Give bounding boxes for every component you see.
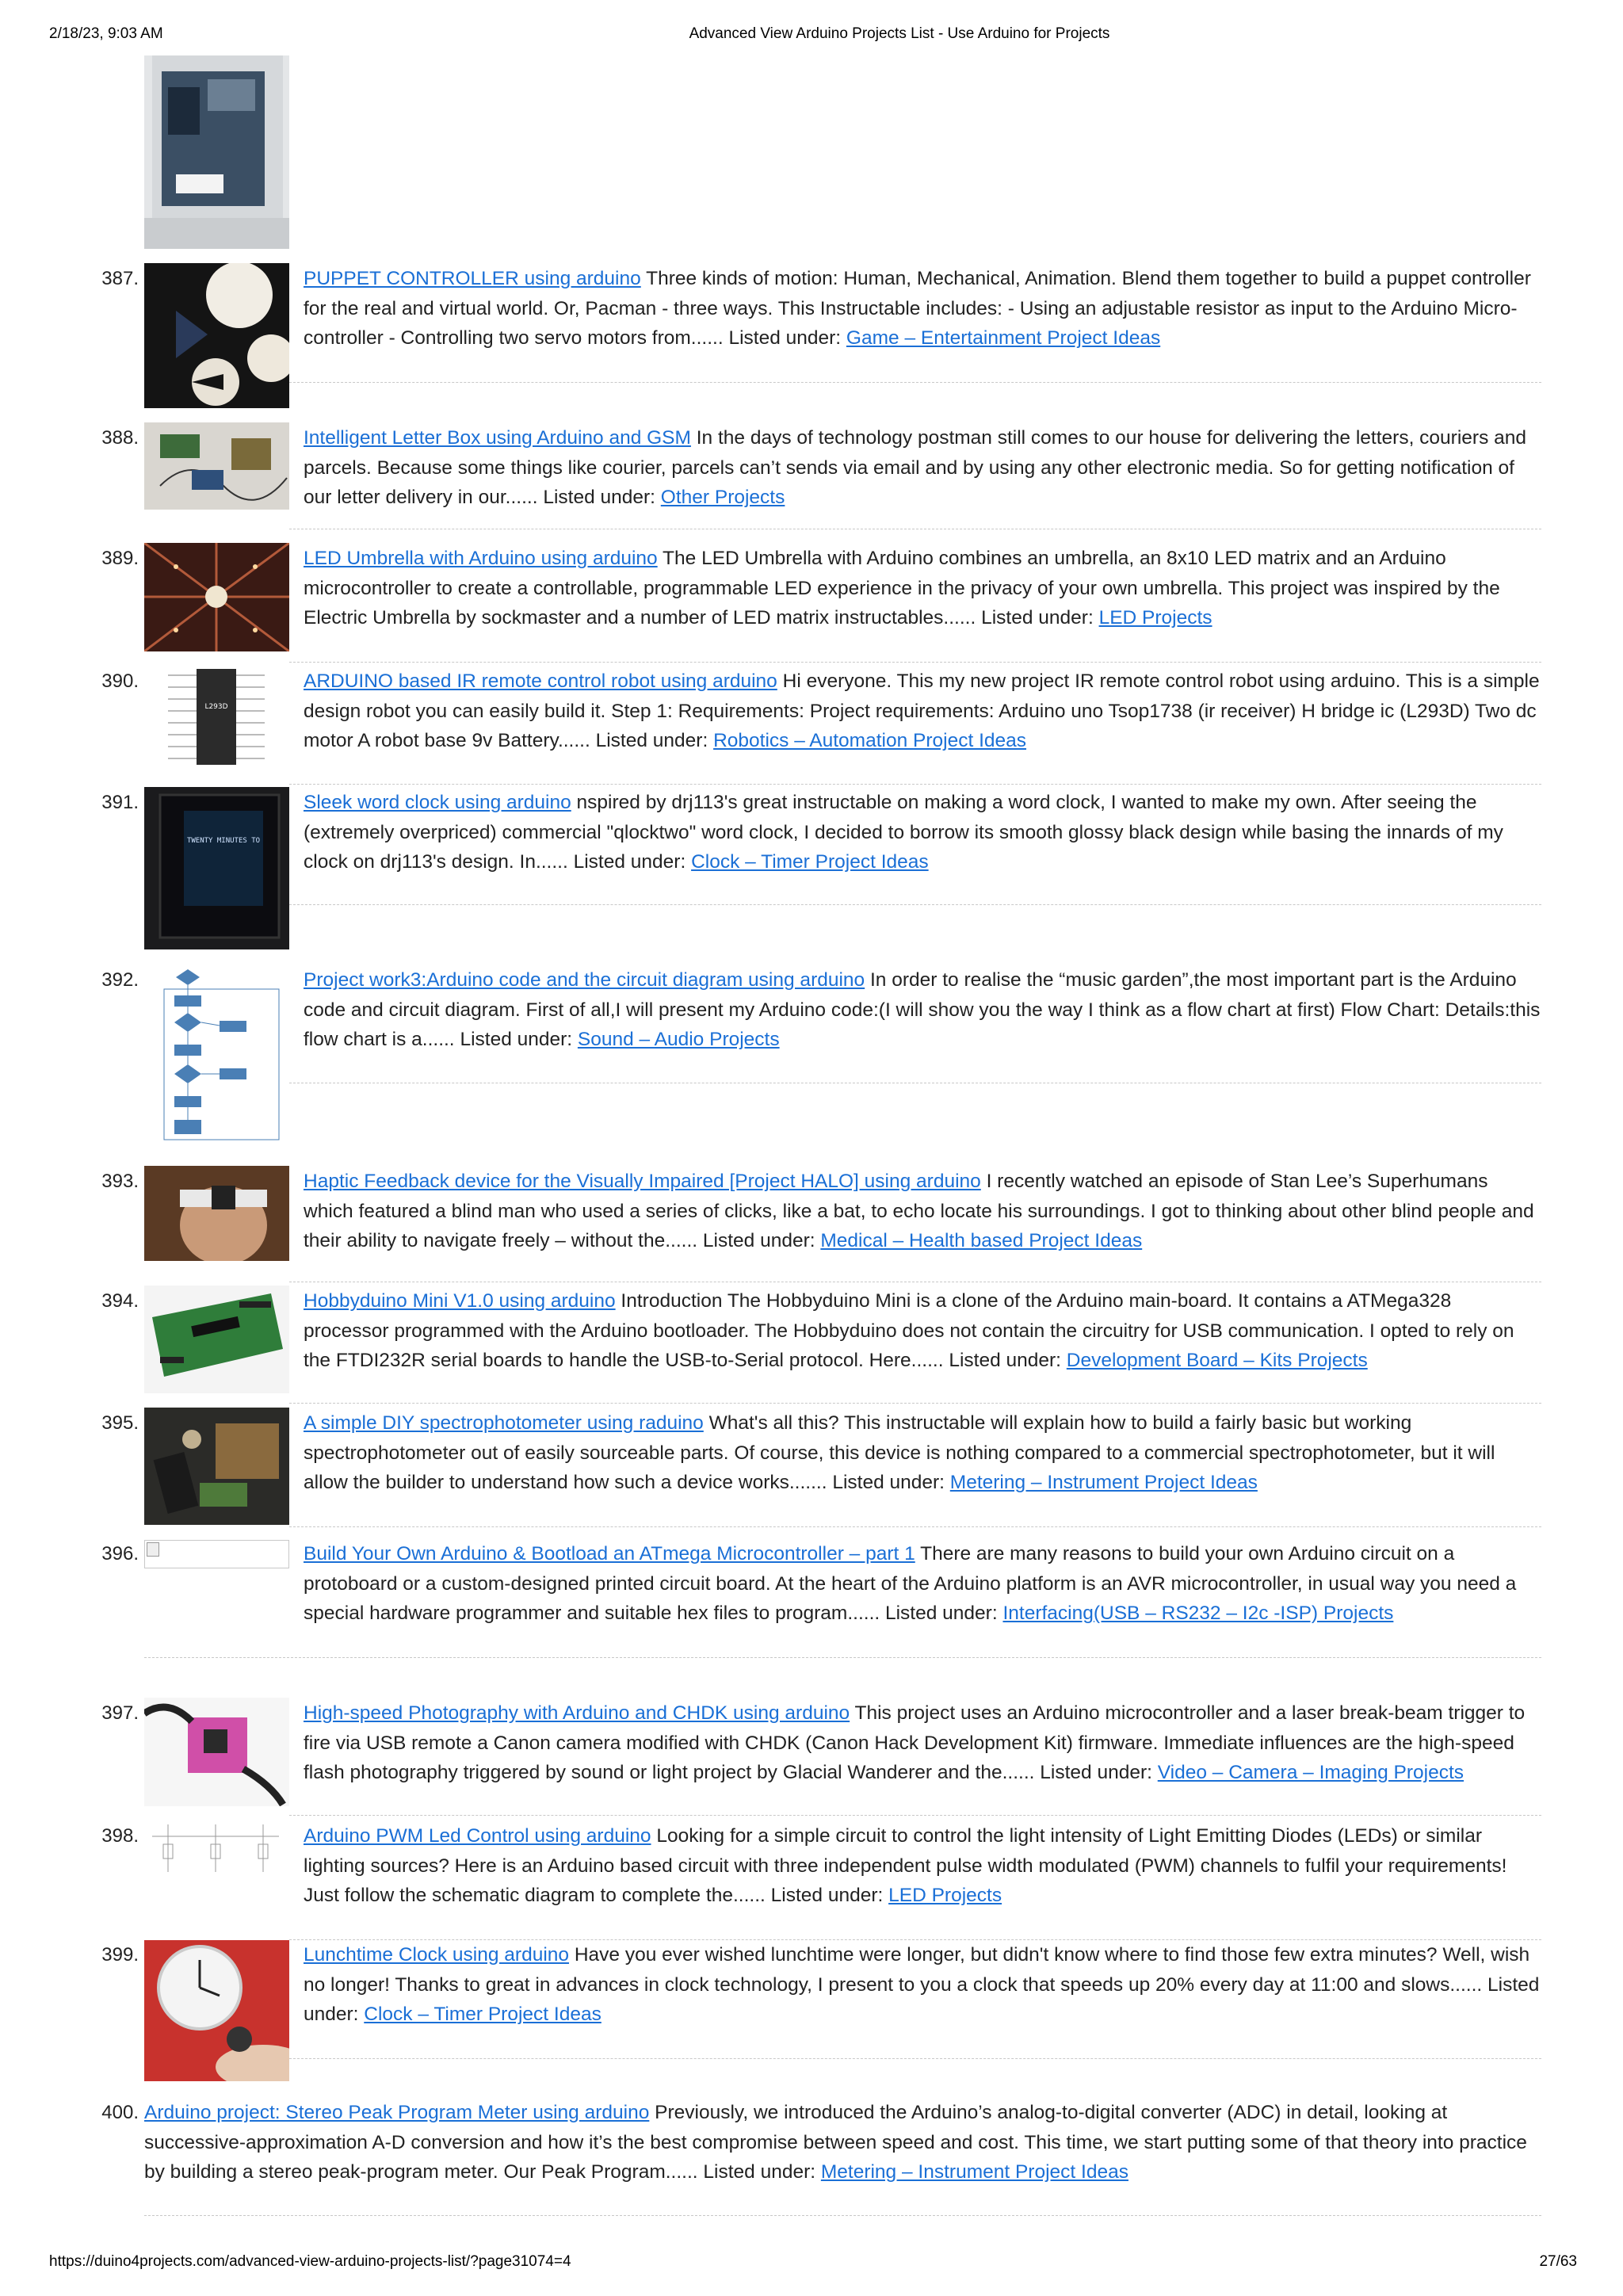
item-thumbnail[interactable] <box>144 1286 289 1393</box>
item-description <box>304 264 1541 353</box>
item-title-link[interactable]: PUPPET CONTROLLER using arduino <box>304 268 641 289</box>
item-title-link[interactable]: Build Your Own Arduino & Bootload an ATmega Microcontroller – part 1 <box>304 1543 915 1564</box>
category-link[interactable]: Metering – Instrument Project Ideas <box>949 1472 1258 1493</box>
item-separator <box>289 1403 1541 1404</box>
item-title-link[interactable]: Hobbyduino Mini V1.0 using arduino <box>304 1290 616 1312</box>
category-link[interactable]: Metering – Instrument Project Ideas <box>820 2161 1128 2183</box>
item-description <box>304 1698 1541 1788</box>
item-thumbnail[interactable] <box>144 422 289 510</box>
item-separator <box>289 904 1541 905</box>
item-title-link[interactable]: Arduino PWM Led Control using arduino <box>304 1825 651 1847</box>
item-thumbnail[interactable] <box>144 667 289 766</box>
category-link[interactable]: Clock – Timer Project Ideas <box>691 851 929 873</box>
item-thumbnail[interactable] <box>144 1940 289 2081</box>
category-link[interactable]: LED Projects <box>1098 607 1212 628</box>
item-summary: I recently watched an episode of Stan Lee’s Superhumans which featured a blind man who used a series of clicks, like a bat, to echo locate his surroundings. I got to thinking about other blind people and their ability to navigate freely – without the...... <box>304 1171 1534 1251</box>
item-separator <box>144 2215 1541 2216</box>
item-description <box>304 1286 1541 1376</box>
broken-image-placeholder[interactable] <box>144 1540 289 1568</box>
category-link[interactable]: Game – Entertainment Project Ideas <box>846 327 1161 349</box>
item-thumbnail[interactable] <box>144 965 289 1141</box>
item-number: 396. <box>101 1543 139 1564</box>
item-summary: In the days of technology postman still comes to our house for delivering the letters, couriers and parcels. Because some things like courier, parcels can’t sends via email and by using any other electronic media. So for getting notification of our letter delivery in our...... <box>304 427 1526 508</box>
category-link[interactable]: LED Projects <box>888 1885 1002 1906</box>
item-number: 388. <box>101 427 139 449</box>
listed-under-label: Listed under: <box>573 851 686 873</box>
item-description <box>304 1167 1541 1256</box>
clock-words: TWENTY MINUTES TO <box>186 837 261 845</box>
item-summary: What's all this? This instructable will explain how to build a fairly basic but working spectrophotometer out of easily sourceable parts. Of course, this device is nothing compared to a commercial spectrophotometer, but it will allow the builder to understand how such a device works....... <box>304 1412 1495 1493</box>
item-summary: nspired by drj113's great instructable on making a word clock, I wanted to make my own. After seeing the (extremely overpriced) commercial "qlocktwo" word clock, I decided to borrow its smooth glossy black design while basing the innards of my clock on drj113's design. In...... <box>304 792 1503 873</box>
item-number: 400. <box>101 2102 139 2123</box>
previous-item-thumbnail[interactable] <box>144 55 289 249</box>
listed-under-label: Listed under: <box>595 730 708 751</box>
print-page-number: 27/63 <box>1539 2253 1577 2270</box>
item-number: 391. <box>101 792 139 813</box>
item-separator <box>289 382 1541 383</box>
chip-label: L293D <box>204 703 228 711</box>
item-summary: The LED Umbrella with Arduino combines an umbrella, an 8x10 LED matrix and an Arduino microcontroller to create a controllable, programmable LED experience in the privacy of your own umbrella. This project was inspired by the Electric Umbrella by sockmaster and a number of LED matrix instructables...... <box>304 548 1500 628</box>
item-number: 393. <box>101 1171 139 1192</box>
item-number: 397. <box>101 1702 139 1724</box>
item-title-link[interactable]: Intelligent Letter Box using Arduino and GSM <box>304 427 691 449</box>
item-separator <box>144 1657 1541 1658</box>
print-url: https://duino4projects.com/advanced-view-arduino-projects-list/?page31074=4 <box>49 2253 571 2270</box>
item-description <box>304 667 1541 756</box>
item-description <box>304 1940 1541 2030</box>
listed-under-label: Listed under: <box>304 1973 1540 2025</box>
item-thumbnail[interactable] <box>144 543 289 651</box>
item-description <box>304 1821 1541 1911</box>
category-link[interactable]: Development Board – Kits Projects <box>1066 1350 1368 1371</box>
item-title-link[interactable]: ARDUINO based IR remote control robot using arduino <box>304 670 777 692</box>
item-thumbnail[interactable] <box>144 1698 289 1806</box>
item-description <box>144 2098 1541 2187</box>
listed-under-label: Listed under: <box>981 607 1094 628</box>
category-link[interactable]: Video – Camera – Imaging Projects <box>1157 1762 1465 1783</box>
item-title-link[interactable]: A simple DIY spectrophotometer using raduino <box>304 1412 704 1434</box>
listed-under-label: Listed under: <box>543 487 655 508</box>
item-summary: Introduction The Hobbyduino Mini is a clone of the Arduino main-board. It contains a ATMega328 processor programmed with the Arduino bootloader. The Hobbyduino does not contain the circuitry for USB communication. I opted to rely on the FTDI232R serial boards to handle the USB-to-Serial protocol. Here...... <box>304 1290 1514 1371</box>
item-number: 395. <box>101 1412 139 1434</box>
category-link[interactable]: Other Projects <box>660 487 785 508</box>
item-description <box>304 423 1541 513</box>
item-description <box>304 788 1541 877</box>
item-separator <box>289 662 1541 663</box>
item-title-link[interactable]: Arduino project: Stereo Peak Program Meter using arduino <box>144 2102 650 2123</box>
item-description <box>304 1539 1541 1629</box>
print-page-title: Advanced View Arduino Projects List - Use Arduino for Projects <box>689 25 1110 42</box>
item-summary: Previously, we introduced the Arduino’s analog-to-digital converter (ADC) in detail, looking at successive-approximation A-D conversion and how it’s the best compromise between speed and cost. This time, we start putting some of that theory into practice by building a stereo peak-program meter. Our Peak Program...... <box>144 2102 1527 2183</box>
item-separator <box>289 2058 1541 2059</box>
item-number: 387. <box>101 268 139 289</box>
print-datetime: 2/18/23, 9:03 AM <box>49 25 163 42</box>
item-thumbnail[interactable] <box>144 1408 289 1525</box>
listed-under-label: Listed under: <box>702 1230 815 1251</box>
item-number: 389. <box>101 548 139 569</box>
item-thumbnail[interactable] <box>144 1820 289 1880</box>
category-link[interactable]: Clock – Timer Project Ideas <box>364 2004 601 2025</box>
broken-image-icon <box>147 1542 159 1557</box>
category-link[interactable]: Sound – Audio Projects <box>577 1029 780 1050</box>
item-summary: Three kinds of motion: Human, Mechanical, Animation. Blend them together to build a puppet controller for the real and virtual world. Or, Pacman - three ways. This Instructable includes: - Using an adjustable resistor as input to the Arduino Micro-controller - Controlling two servo motors from...... <box>304 268 1531 349</box>
item-number: 392. <box>101 969 139 991</box>
item-title-link[interactable]: Lunchtime Clock using arduino <box>304 1944 570 1966</box>
print-footer <box>0 2253 1623 2277</box>
category-link[interactable]: Interfacing(USB – RS232 – I2c -ISP) Projects <box>1002 1603 1394 1624</box>
item-number: 390. <box>101 670 139 692</box>
item-summary: Looking for a simple circuit to control the light intensity of Light Emitting Diodes (LEDs) or similar lighting sources? Here is an Arduino based circuit with three independent pulse width modulated (PWM) channels to fulfil your requirements! Just follow the schematic diagram to complete the...... <box>304 1825 1507 1906</box>
listed-under-label: Listed under: <box>728 327 842 349</box>
item-title-link[interactable]: Haptic Feedback device for the Visually Impaired [Project HALO] using arduino <box>304 1171 981 1192</box>
item-description <box>304 1408 1541 1498</box>
item-number: 399. <box>101 1944 139 1966</box>
listed-under-label: Listed under: <box>832 1472 945 1493</box>
print-header <box>0 25 1623 49</box>
item-separator <box>289 1526 1541 1527</box>
item-title-link[interactable]: Sleek word clock using arduino <box>304 792 571 813</box>
item-thumbnail[interactable] <box>144 787 289 949</box>
item-title-link[interactable]: High-speed Photography with Arduino and CHDK using arduino <box>304 1702 850 1724</box>
item-separator <box>289 784 1541 785</box>
listed-under-label: Listed under: <box>460 1029 573 1050</box>
item-description <box>304 965 1541 1055</box>
item-summary: Have you ever wished lunchtime were longer, but didn't know where to find those few extra minutes? Well, wish no longer! Thanks to great in advances in clock technology, I present to you a clock that speeds up 20% every day at 11:00 and slows...... <box>304 1944 1530 1996</box>
listed-under-label: Listed under: <box>1040 1762 1152 1783</box>
listed-under-label: Listed under: <box>703 2161 816 2183</box>
item-thumbnail[interactable] <box>144 1166 289 1261</box>
listed-under-label: Listed under: <box>949 1350 1061 1371</box>
item-summary: Hi everyone. This my new project IR remote control robot using arduino. This is a simple design robot you can easily build it. Step 1: Requirements: Project requirements: Arduino uno Tsop1738 (ir receiver) H bridge ic (L293D) Two dc motor A robot base 9v Battery...... <box>304 670 1540 751</box>
item-thumbnail[interactable] <box>144 263 289 408</box>
listed-under-label: Listed under: <box>770 1885 884 1906</box>
item-title-link[interactable]: LED Umbrella with Arduino using arduino <box>304 548 658 569</box>
item-summary: This project uses an Arduino microcontroller and a laser break-beam trigger to fire via USB remote a Canon camera modified with CHDK (Canon Hack Development Kit) firmware. Immediate influences are the high-speed flash photography triggered by sound or light project by Glacial Wanderer and the...... <box>304 1702 1526 1783</box>
item-title-link[interactable]: Project work3:Arduino code and the circuit diagram using arduino <box>304 969 865 991</box>
item-description <box>304 544 1541 633</box>
item-separator <box>289 1815 1541 1816</box>
item-summary: There are many reasons to build your own Arduino circuit on a protoboard or a custom-designed printed circuit board. At the heart of the Arduino platform is an AVR microcontroller, in usual way you need a special hardware programmer and suitable hex files to program...... <box>304 1543 1517 1624</box>
listed-under-label: Listed under: <box>884 1603 998 1624</box>
item-number: 398. <box>101 1825 139 1847</box>
category-link[interactable]: Medical – Health based Project Ideas <box>820 1230 1143 1251</box>
item-summary: In order to realise the “music garden”,the most important part is the Arduino code and circuit diagram. First of all,I will present my Arduino code:(I will show you the way I think as a flow chart at first) Flow Chart: Details:this flow chart is a...... <box>304 969 1541 1050</box>
item-number: 394. <box>101 1290 139 1312</box>
category-link[interactable]: Robotics – Automation Project Ideas <box>713 730 1027 751</box>
